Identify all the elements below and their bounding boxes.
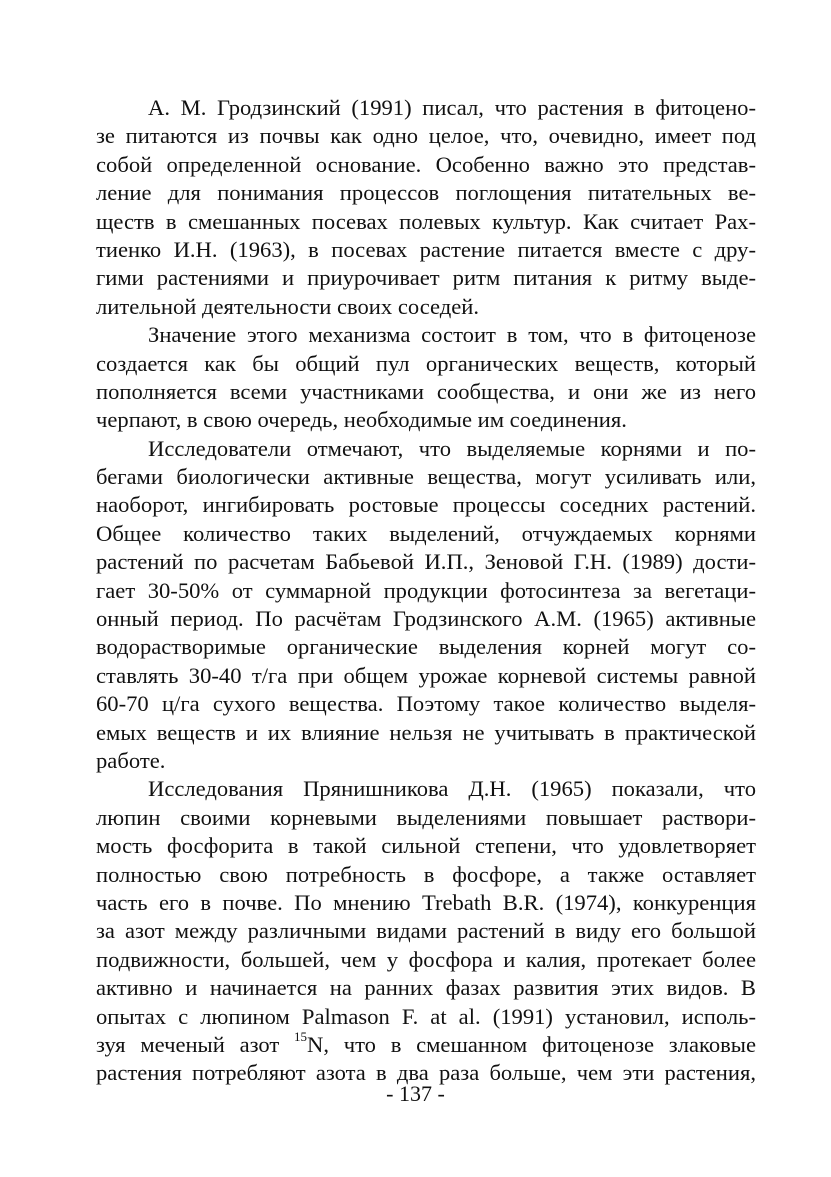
text-line: лительной деятельности своих соседей.: [96, 293, 480, 319]
text-line: подвижности, большей, чем у фосфора и калия, протекает более: [96, 946, 756, 972]
text-line: активно и начинается на ранних фазах развития этих видов. В: [96, 975, 756, 1001]
text-line: бегами биологически активные вещества, могут усиливать или,: [96, 464, 756, 490]
text-line: мость фосфорита в такой сильной степени, что удовлетворяет: [96, 833, 756, 859]
text-line: водорастворимые органические выделения корней могут со-: [96, 634, 756, 660]
paragraph-1: [96, 94, 756, 321]
text-line: растений по расчетам Бабьевой И.П., Зеновой Г.Н. (1989) дости-: [96, 549, 756, 575]
text-line: емых веществ и их влияние нельзя не учитывать в практической: [96, 719, 756, 745]
text-line: люпин своими корневыми выделениями повышает раствори-: [96, 804, 756, 830]
text-line: зе питаются из почвы как одно целое, что, очевидно, имеет под: [96, 123, 756, 149]
text-line: работе.: [96, 747, 166, 773]
paragraph-2: [96, 321, 756, 435]
text-line: онный период. По расчётам Гродзинского А.М. (1965) активные: [96, 606, 756, 632]
text-line: тиенко И.Н. (1963), в посевах растение питается вместе с дру-: [96, 236, 756, 262]
text-line: 60-70 ц/га сухого вещества. Поэтому такое количество выделя-: [96, 691, 756, 717]
text-line: ление для понимания процессов поглощения питательных ве-: [96, 180, 756, 206]
text-line: ществ в смешанных посевах полевых культур. Как считает Рах-: [96, 208, 756, 234]
paragraph-4: [96, 775, 756, 1087]
text-line: за азот между различными видами растений в виду его большой: [96, 918, 756, 944]
page-number: - 137 -: [386, 1081, 445, 1106]
text-line: А. М. Гродзинский (1991) писал, что растения в фитоцено-: [148, 95, 756, 120]
text-line: собой определенной основание. Особенно важно это представ-: [96, 151, 756, 177]
text-line: ставлять 30-40 т/га при общем урожае корневой системы равной: [96, 662, 756, 688]
text-line: Значение этого механизма состоит в том, что в фитоценозе: [148, 322, 756, 348]
text-line: полностью свою потребность в фосфоре, а также оставляет: [96, 861, 756, 887]
text-line: опытах с люпином Palmason F. at al. (1991) установил, исполь-: [96, 1003, 756, 1029]
paragraph-3: [96, 435, 756, 776]
text-line: пополняется всеми участниками сообщества, и они же из него: [96, 378, 756, 404]
text-line: Исследователи отмечают, что выделяемые корнями и по-: [148, 435, 756, 461]
text-line: наоборот, ингибировать ростовые процессы соседних растений.: [96, 492, 756, 518]
text-line: гими растениями и приурочивает ритм питания к ритму выде-: [96, 265, 756, 291]
isotope-mass-superscript: 15: [294, 1028, 308, 1044]
page-body: [96, 94, 756, 1088]
text-line: растения потребляют азота в два раза больше, чем эти растения,: [96, 1060, 756, 1086]
text-line: Исследования Прянишникова Д.Н. (1965) показали, что: [148, 776, 756, 802]
text-line: создается как бы общий пул органических веществ, который: [96, 350, 756, 376]
isotope-line-end: N, что в смешанном фитоценозе злаковые: [307, 1031, 756, 1057]
text-line: Общее количество таких выделений, отчуждаемых корнями: [96, 520, 756, 546]
isotope-line-start: зуя меченый азот: [96, 1031, 295, 1057]
text-line: часть его в почве. По мнению Trebath B.R. (1974), конкуренция: [96, 889, 756, 915]
text-line: черпают, в свою очередь, необходимые им соединения.: [96, 407, 627, 433]
isotope-text-line: [96, 1028, 756, 1059]
text-line: гает 30-50% от суммарной продукции фотосинтеза за вегетаци-: [96, 577, 756, 603]
